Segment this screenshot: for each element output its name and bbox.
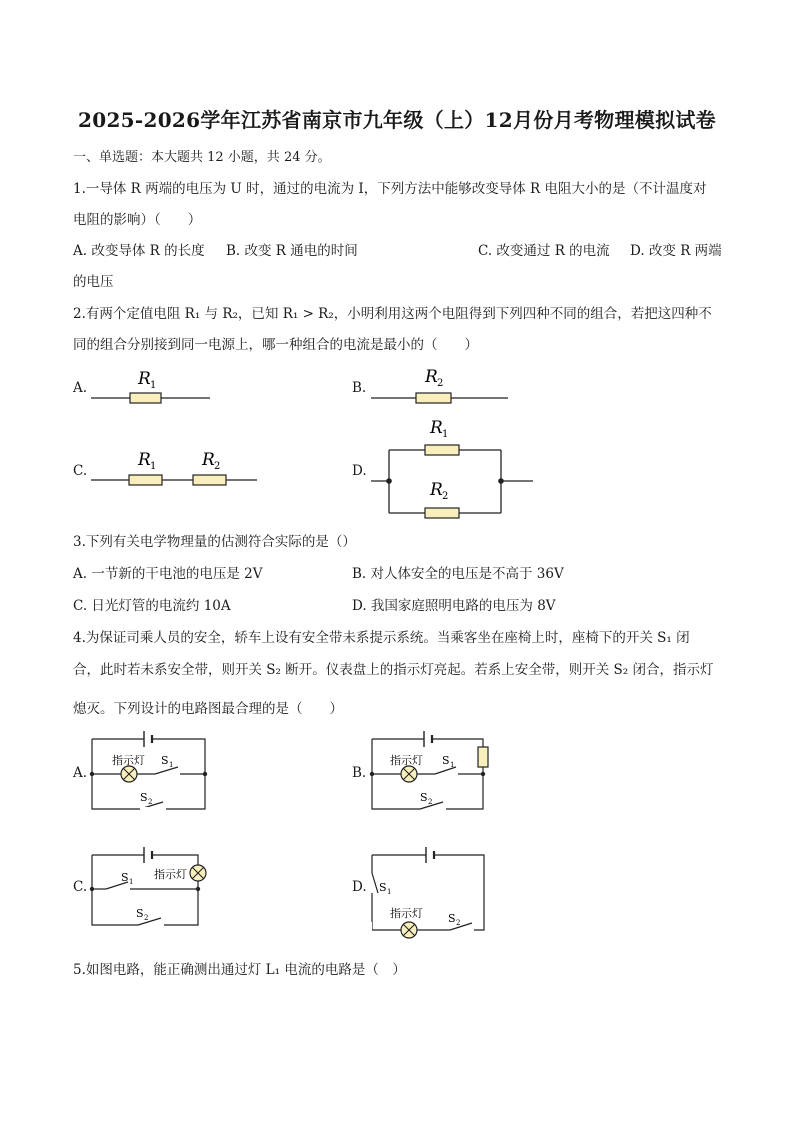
q3-option-b: B. 对人体安全的电压是不高于 36V bbox=[352, 566, 564, 582]
s1-subscript: 1 bbox=[450, 761, 455, 769]
r1-subscript: 1 bbox=[150, 461, 157, 472]
resistor-r1 bbox=[130, 393, 161, 403]
q4-circuit-a bbox=[88, 727, 213, 817]
page-title: 2025-2026学年江苏省南京市九年级（上）12月份月考物理模拟试卷 bbox=[78, 108, 716, 132]
r1-subscript: 1 bbox=[442, 429, 449, 440]
switch-s1 bbox=[155, 767, 178, 774]
s1-subscript: 1 bbox=[129, 878, 134, 886]
q2-label-b: B. bbox=[352, 380, 367, 396]
q4-circuit-b bbox=[368, 727, 493, 817]
lamp-label: 指示灯 bbox=[390, 754, 423, 767]
lamp-label: 指示灯 bbox=[390, 907, 423, 920]
s1-label: S bbox=[161, 754, 169, 767]
q2-circuit-d bbox=[368, 415, 538, 523]
s1-label: S bbox=[121, 871, 129, 884]
q4-stem-line3: 熄灭。下列设计的电路图最合理的是（ ） bbox=[73, 701, 343, 717]
r2-subscript: 2 bbox=[214, 461, 221, 472]
q4-circuit-c bbox=[88, 843, 213, 933]
resistor-r1 bbox=[425, 445, 459, 455]
q4-circuit-d bbox=[368, 843, 493, 943]
resistor-r2 bbox=[416, 393, 451, 403]
s2-subscript: 2 bbox=[456, 919, 461, 927]
s1-subscript: 1 bbox=[169, 761, 174, 769]
q2-stem-line2: 同的组合分别接到同一电源上，哪一种组合的电流是最小的（ ） bbox=[73, 337, 478, 353]
q3-option-d: D. 我国家庭照明电路的电压为 8V bbox=[352, 598, 556, 614]
q4-label-b: B. bbox=[352, 765, 367, 781]
q1-option-c: C. 改变通过 R 的电流 bbox=[478, 243, 610, 259]
q4-label-a: A. bbox=[73, 765, 88, 781]
q1-option-b: B. 改变 R 通电的时间 bbox=[226, 243, 358, 259]
q2-label-c: C. bbox=[73, 463, 88, 479]
resistor bbox=[478, 747, 488, 767]
lamp-label: 指示灯 bbox=[112, 754, 145, 767]
r1-label: R bbox=[138, 369, 151, 389]
q4-label-d: D. bbox=[352, 879, 367, 895]
r1-subscript: 1 bbox=[150, 380, 157, 391]
s2-label: S bbox=[136, 907, 144, 920]
q4-stem-line1: 4.为保证司乘人员的安全，轿车上设有安全带未系提示系统。当乘客坐在座椅上时，座椅下的开关 S₁ 闭 bbox=[73, 630, 690, 646]
q3-option-a: A. 一节新的干电池的电压是 2V bbox=[73, 566, 263, 582]
q2-circuit-a bbox=[88, 362, 218, 412]
s2-subscript: 2 bbox=[428, 798, 433, 806]
q4-label-c: C. bbox=[73, 879, 88, 895]
q1-stem-line2: 电阻的影响）（ ） bbox=[73, 212, 202, 228]
r1-label: R bbox=[430, 418, 443, 438]
q1-option-d-cont: 的电压 bbox=[73, 274, 114, 290]
q2-label-a: A. bbox=[73, 380, 88, 396]
resistor-r1 bbox=[129, 475, 162, 485]
s1-label: S bbox=[379, 881, 387, 894]
q5-stem: 5.如图电路，能正确测出通过灯 L₁ 电流的电路是（ ） bbox=[73, 962, 406, 978]
q1-option-d: D. 改变 R 两端 bbox=[630, 243, 722, 259]
s2-subscript: 2 bbox=[144, 914, 149, 922]
s1-label: S bbox=[442, 754, 450, 767]
r2-subscript: 2 bbox=[437, 378, 444, 389]
s2-label: S bbox=[420, 791, 428, 804]
q1-option-a: A. 改变导体 R 的长度 bbox=[73, 243, 205, 259]
s2-subscript: 2 bbox=[148, 798, 153, 806]
r2-label: R bbox=[425, 367, 438, 387]
q4-stem-line2: 合，此时若未系安全带，则开关 S₂ 断开。仪表盘上的指示灯亮起。若系上安全带，则开关 S₂ 闭合，指示灯 bbox=[73, 662, 714, 678]
s2-label: S bbox=[448, 912, 456, 925]
switch-s1 bbox=[372, 873, 378, 893]
r1-label: R bbox=[138, 450, 151, 470]
r2-label: R bbox=[202, 450, 215, 470]
section-heading: 一、单选题：本大题共 12 小题，共 24 分。 bbox=[73, 150, 331, 165]
q2-circuit-b bbox=[368, 362, 514, 412]
resistor-r2 bbox=[425, 508, 459, 518]
s2-label: S bbox=[140, 791, 148, 804]
resistor-r2 bbox=[193, 475, 226, 485]
q3-stem: 3.下列有关电学物理量的估测符合实际的是（） bbox=[73, 534, 356, 550]
lamp-label: 指示灯 bbox=[154, 868, 187, 881]
s1-subscript: 1 bbox=[387, 888, 392, 896]
r2-label: R bbox=[430, 480, 443, 500]
q1-stem-line1: 1.一导体 R 两端的电压为 U 时，通过的电流为 I，下列方法中能够改变导体 R 电阻大小的是（不计温度对 bbox=[73, 181, 707, 197]
q2-label-d: D. bbox=[352, 463, 367, 479]
q2-stem-line1: 2.有两个定值电阻 R₁ 与 R₂，已知 R₁ > R₂，小明利用这两个电阻得到下列四种不同的组合，若把这四种不 bbox=[73, 306, 712, 322]
r2-subscript: 2 bbox=[442, 491, 449, 502]
q2-circuit-c bbox=[88, 445, 263, 495]
q3-option-c: C. 日光灯管的电流约 10A bbox=[73, 598, 231, 614]
